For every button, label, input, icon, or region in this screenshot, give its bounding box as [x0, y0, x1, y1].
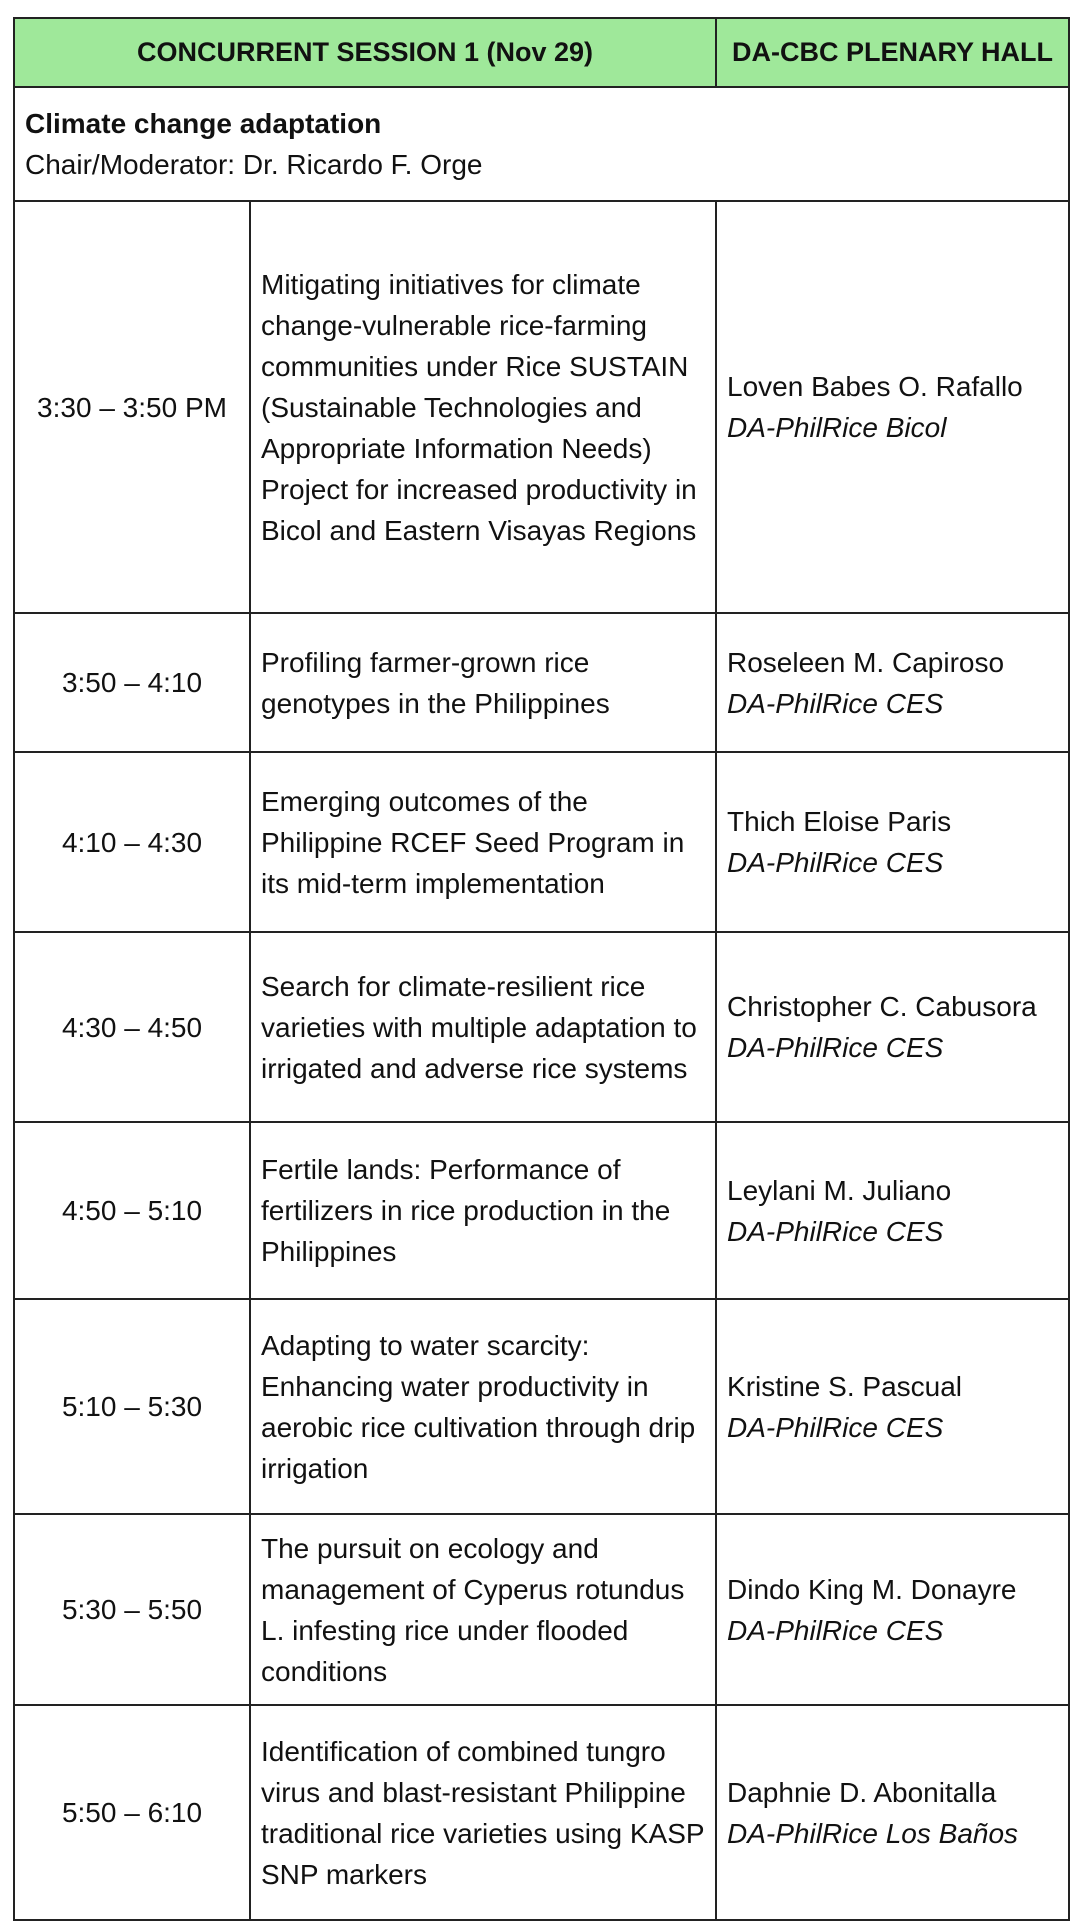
speaker-affiliation: DA-PhilRice CES [727, 687, 944, 719]
talk-speaker-cell [716, 932, 1069, 1122]
speaker-affiliation: DA-PhilRice Bicol [727, 412, 947, 443]
talk-title: The pursuit on ecology and management of Cyperus rotundus L. infesting rice under flooded conditions [250, 1514, 716, 1705]
talk-speaker-cell [716, 1122, 1069, 1299]
speaker-affiliation: DA-PhilRice CES [727, 1215, 944, 1247]
talk-title: Emerging outcomes of the Philippine RCEF Seed Program in its mid-term implementation [250, 752, 716, 932]
talk-title: Fertile lands: Performance of fertilizers in rice production in the Philippines [250, 1122, 716, 1299]
talk-title: Search for climate-resilient rice varieties with multiple adaptation to irrigated and adverse rice systems [250, 932, 716, 1122]
talk-speaker-cell [716, 1705, 1069, 1920]
speaker-name: Leylani M. Juliano [727, 1174, 952, 1206]
talk-title: Identification of combined tungro virus and blast-resistant Philippine traditional rice varieties using KASP SNP markers [250, 1705, 716, 1920]
talk-speaker-cell [716, 201, 1069, 613]
talk-time: 3:50 – 4:10 [14, 613, 250, 752]
talk-row [14, 1514, 1069, 1705]
speaker-name: Daphnie D. Abonitalla [727, 1776, 997, 1808]
speaker-name: Roseleen M. Capiroso [727, 646, 1005, 678]
venue-header: DA-CBC PLENARY HALL [716, 18, 1069, 87]
speaker-name: Thich Eloise Paris [727, 806, 952, 837]
talk-row [14, 1299, 1069, 1514]
talk-time: 4:50 – 5:10 [14, 1122, 250, 1299]
talk-title: Mitigating initiatives for climate change-vulnerable rice-farming communities under Rice SUSTAIN (Sustainable Technologies and Appropriate Information Needs) Project for increased productivity in Bicol and Eastern Visayas Regions [250, 201, 716, 613]
talk-title: Adapting to water scarcity: Enhancing water productivity in aerobic rice cultivation through drip irrigation [250, 1299, 716, 1514]
talk-speaker-cell [716, 613, 1069, 752]
speaker-affiliation: DA-PhilRice Los Baños [727, 1817, 1019, 1849]
session-theme: Climate change adaptation [25, 108, 382, 139]
header-row [14, 18, 1069, 87]
talk-time: 4:30 – 4:50 [14, 932, 250, 1122]
talk-title: Profiling farmer-grown rice genotypes in the Philippines [250, 613, 716, 752]
speaker-name: Loven Babes O. Rafallo [727, 371, 1023, 402]
session-chair: Chair/Moderator: Dr. Ricardo F. Orge [25, 149, 483, 180]
session-label-header: CONCURRENT SESSION 1 (Nov 29) [14, 18, 716, 87]
speaker-name: Kristine S. Pascual [727, 1370, 963, 1402]
talk-time: 3:30 – 3:50 PM [14, 201, 250, 613]
talk-time: 5:50 – 6:10 [14, 1705, 250, 1920]
session-info [14, 87, 1069, 201]
talk-row [14, 1705, 1069, 1920]
talk-time: 5:10 – 5:30 [14, 1299, 250, 1514]
speaker-name: Christopher C. Cabusora [727, 991, 1037, 1022]
talk-row [14, 932, 1069, 1122]
session-info-row [14, 87, 1069, 201]
speaker-affiliation: DA-PhilRice CES [727, 1411, 944, 1443]
talk-row [14, 752, 1069, 932]
speaker-affiliation: DA-PhilRice CES [727, 847, 944, 878]
program-schedule-table [13, 17, 1070, 1921]
talk-time: 5:30 – 5:50 [14, 1514, 250, 1705]
talk-row [14, 613, 1069, 752]
speaker-affiliation: DA-PhilRice CES [727, 1032, 944, 1063]
talk-row [14, 1122, 1069, 1299]
speaker-name: Dindo King M. Donayre [727, 1573, 1017, 1605]
talk-speaker-cell [716, 752, 1069, 932]
talk-row [14, 201, 1069, 613]
talk-speaker-cell [716, 1514, 1069, 1705]
talk-time: 4:10 – 4:30 [14, 752, 250, 932]
talk-speaker-cell [716, 1299, 1069, 1514]
speaker-affiliation: DA-PhilRice CES [727, 1614, 944, 1646]
